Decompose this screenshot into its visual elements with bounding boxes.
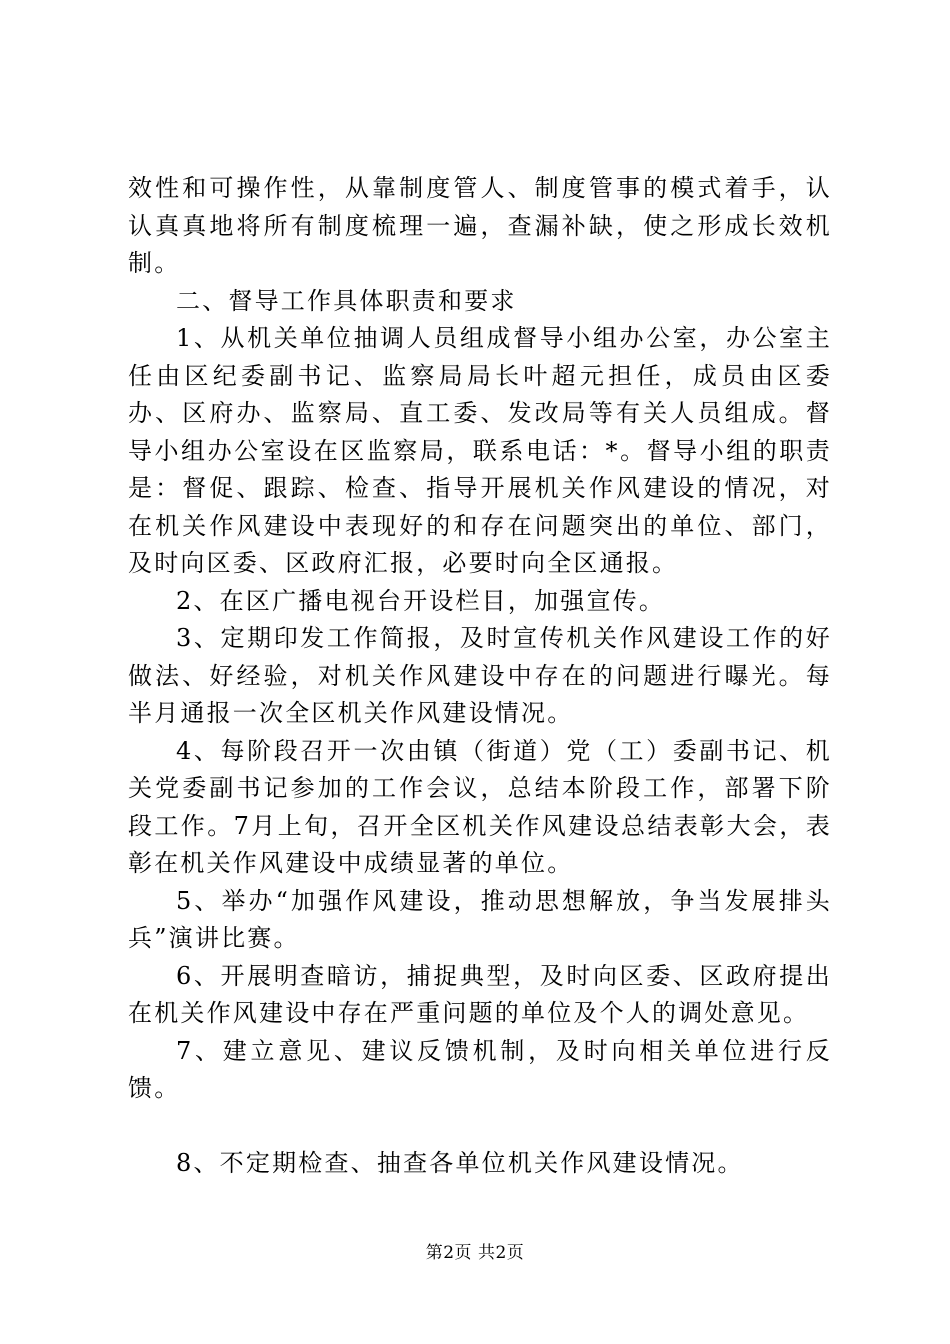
page-number-footer: 第2页 共2页 [425, 1243, 525, 1263]
section-heading: 二、督导工作具体职责和要求 [176, 286, 517, 315]
paragraph-item-2: 2、在区广播电视台开设栏目，加强宣传。 [176, 586, 666, 615]
document-body [128, 170, 832, 1182]
paragraph-item-8: 8、不定期检查、抽查各单位机关作风建设情况。 [176, 1148, 744, 1177]
paragraph-item-1: 1、从机关单位抽调人员组成督导小组办公室，办公室主任由区纪委副书记、监察局局长叶超元担任，成员由区委办、区府办、监察局、直工委、发改局等有关人员组成。督导小组办公室设在区监察局，联系电话：*。督导小组的职责是：督促、跟踪、检查、指导开展机关作风建设的情况，对在机关作风建设中表现好的和存在问题突出的单位、部门，及时向区委、区政府汇报，必要时向全区通报。 [128, 324, 832, 577]
paragraph-item-5: 5、举办“加强作风建设，推动思想解放，争当发展排头兵”演讲比赛。 [128, 886, 832, 952]
paragraph-continuation: 效性和可操作性，从靠制度管人、制度管事的模式着手，认认真真地将所有制度梳理一遍，查漏补缺，使之形成长效机制。 [128, 174, 832, 277]
paragraph-item-4: 4、每阶段召开一次由镇（街道）党（工）委副书记、机关党委副书记参加的工作会议，总结本阶段工作，部署下阶段工作。7月上旬，召开全区机关作风建设总结表彰大会，表彰在机关作风建设中成绩显著的单位。 [128, 736, 832, 877]
paragraph-item-6: 6、开展明查暗访，捕捉典型，及时向区委、区政府提出在机关作风建设中存在严重问题的单位及个人的调处意见。 [128, 961, 832, 1027]
paragraph-item-3: 3、定期印发工作简报，及时宣传机关作风建设工作的好做法、好经验，对机关作风建设中存在的问题进行曝光。每半月通报一次全区机关作风建设情况。 [128, 624, 832, 727]
paragraph-item-7: 7、建立意见、建议反馈机制，及时向相关单位进行反馈。 [128, 1036, 832, 1102]
